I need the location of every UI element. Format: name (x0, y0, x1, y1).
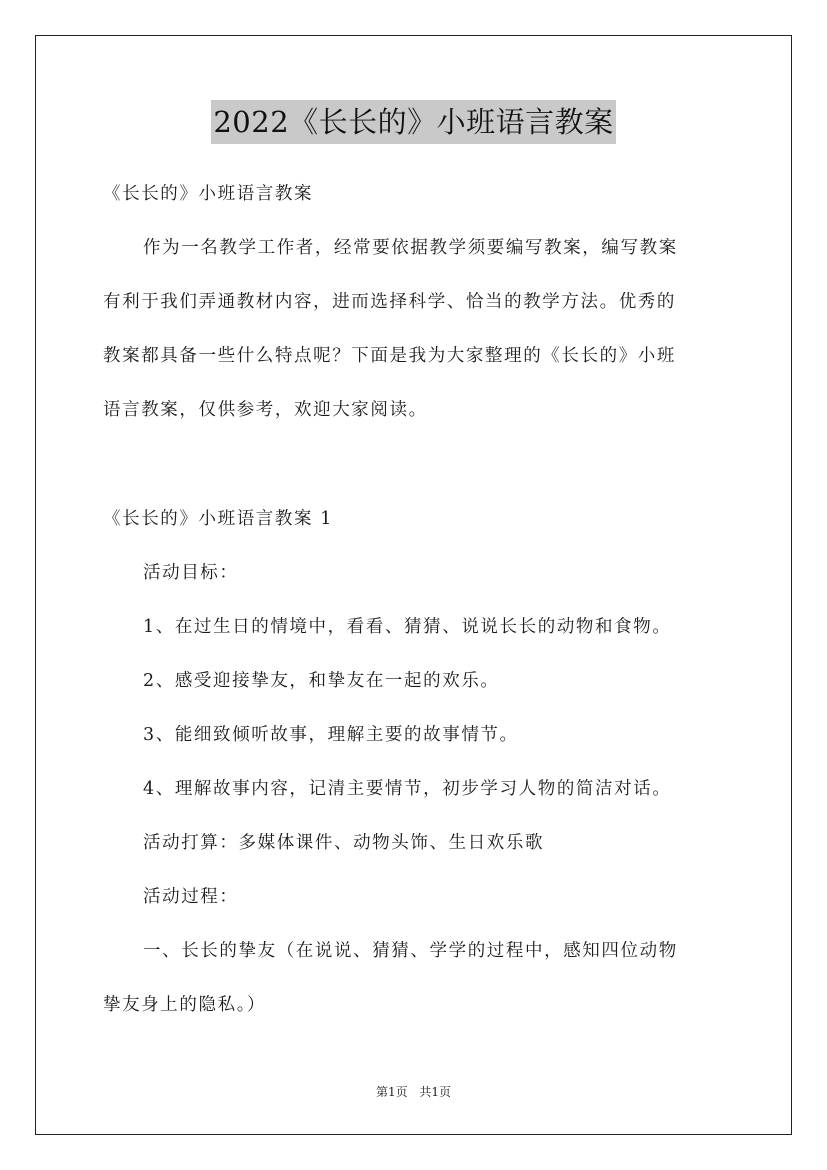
title-container (0, 100, 827, 144)
goal-item-2: 2、感受迎接挚友，和挚友在一起的欢乐。 (143, 671, 500, 691)
intro-line-2: 有利于我们弄通教材内容，进而选择科学、恰当的教学方法。优秀的 (103, 292, 676, 312)
goal-item-1: 1、在过生日的情境中，看看、猜猜、说说长长的动物和食物。 (143, 617, 672, 637)
intro-line-1: 作为一名教学工作者，经常要依据教学须要编写教案，编写教案 (143, 238, 678, 258)
page-number-total: 共1页 (419, 1085, 452, 1099)
process-label: 活动过程： (143, 887, 239, 907)
goal-item-3: 3、能细致倾听故事，理解主要的故事情节。 (143, 725, 519, 745)
section-heading: 《长长的》小班语言教案 1 (103, 509, 333, 529)
preparation-line: 活动打算：多媒体课件、动物头饰、生日欢乐歌 (143, 833, 545, 853)
intro-line-4: 语言教案，仅供参考，欢迎大家阅读。 (103, 400, 428, 420)
process-line-2: 挚友身上的隐私。） (103, 995, 267, 1015)
document-title: 2022《长长的》小班语言教案 (211, 100, 615, 144)
page-number-current: 第1页 (375, 1085, 408, 1099)
goal-item-4: 4、理解故事内容，记清主要情节，初步学习人物的简洁对话。 (143, 779, 672, 799)
goals-label: 活动目标： (143, 563, 239, 583)
document-subtitle: 《长长的》小班语言教案 (103, 184, 314, 204)
page-footer (0, 1084, 827, 1100)
intro-line-3: 教案都具备一些什么特点呢？下面是我为大家整理的《长长的》小班 (103, 346, 676, 366)
process-line-1: 一、长长的挚友（在说说、猜猜、学学的过程中，感知四位动物 (143, 941, 678, 961)
